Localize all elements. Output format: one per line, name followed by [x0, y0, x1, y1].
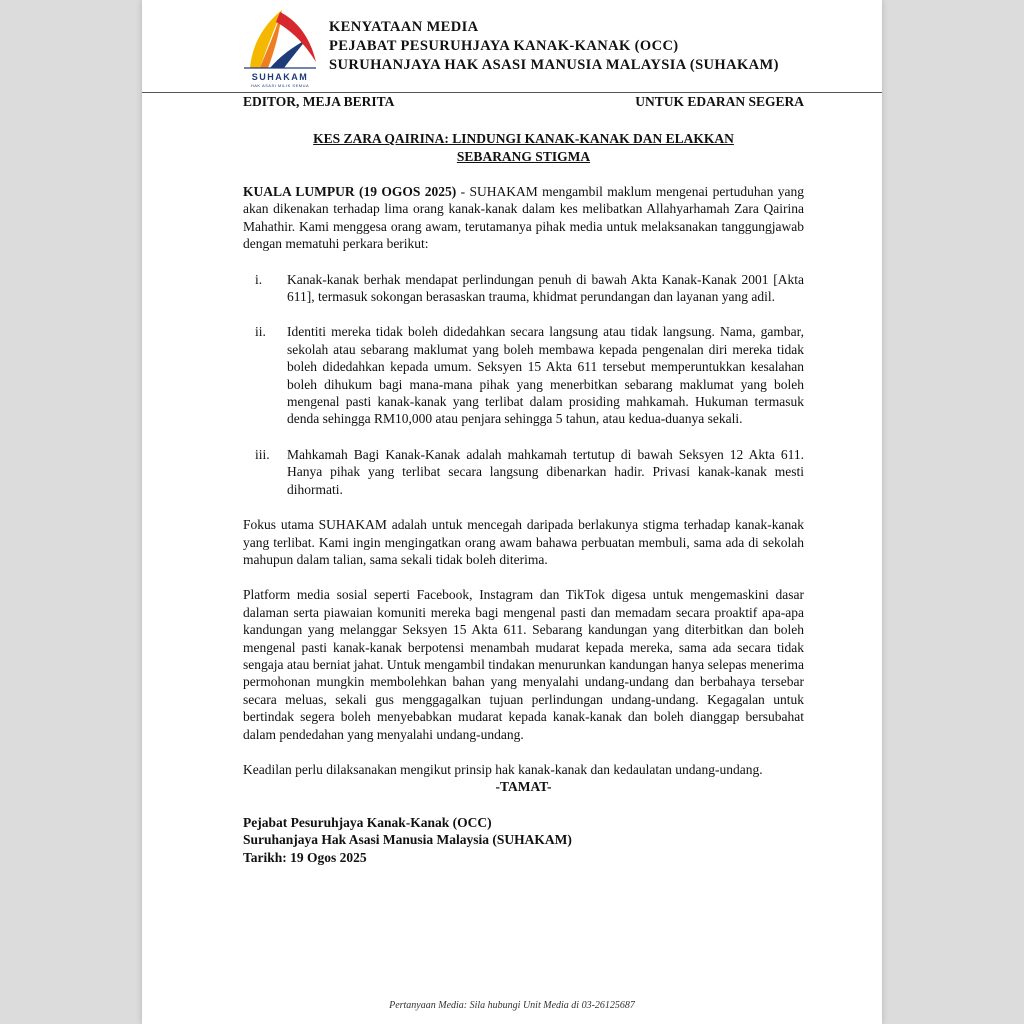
- media-contact-footer: Pertanyaan Media: Sila hubungi Unit Media di 03-26125687: [389, 1000, 635, 1011]
- body-paragraph: Platform media sosial seperti Facebook, Instagram dan TikTok digesa untuk mengemaskini dasar dalaman serta piawaian komuniti mereka bagi mengenal pasti dan memadam secara proaktif apa-apa kandungan yang melanggar Seksyen 15 Akta 611. Sebarang kandungan yang diterbitkan dan boleh mengenal pasti kanak-kanak berpotensi menambah mudarat kepada mereka, sama ada secara tidak sengaja atau berniat jahat. Untuk mengambil tindakan menurunkan kandungan hanya selepas menerima permohonan mungkin membolehkan bahan yang menyalahi undang-undang dan berbahaya tersebar secara meluas, sekali gus menggagalkan tujuan perlindungan undang-undang. Kegagalan untuk bertindak segera boleh menyebabkan mudarat kepada kanak-kanak dan boleh dianggap bersubahat dalam pendedahan yang menyalahi undang-undang.: [243, 587, 804, 742]
- press-headline: [243, 130, 804, 166]
- letterhead-line: KENYATAAN MEDIA: [329, 19, 479, 35]
- list-item-number: iii.: [255, 446, 270, 462]
- signoff-line: Pejabat Pesuruhjaya Kanak-Kanak (OCC): [243, 814, 492, 830]
- suhakam-emblem-icon: [236, 6, 324, 72]
- signoff-block: [243, 814, 804, 866]
- headline-line: KES ZARA QAIRINA: LINDUNGI KANAK-KANAK DAN ELAKKAN: [313, 131, 734, 146]
- points-list: [243, 271, 804, 498]
- letterhead-title: [329, 18, 779, 75]
- list-item: [243, 446, 804, 498]
- list-item-number: i.: [255, 271, 263, 287]
- header-divider: [142, 92, 882, 93]
- list-item: [243, 271, 804, 306]
- logo-wordmark: SUHAKAM: [251, 72, 309, 82]
- dateline: KUALA LUMPUR (19 OGOS 2025): [243, 184, 457, 199]
- end-marker: -TAMAT-: [495, 779, 552, 795]
- body-paragraph: Fokus utama SUHAKAM adalah untuk mencegah daripada berlakunya stigma terhadap kanak-kanak yang terlibat. Kami ingin mengingatkan orang awam bahawa perbuatan membuli, sama ada di sekolah mahupun dalam talian, sama sekali tidak boleh diterima.: [243, 517, 804, 567]
- letterhead-line: SURUHANJAYA HAK ASASI MANUSIA MALAYSIA (SUHAKAM): [329, 57, 779, 73]
- suhakam-logo: [236, 6, 324, 88]
- list-item-number: ii.: [255, 324, 266, 340]
- distribution-release: UNTUK EDARAN SEGERA: [635, 94, 804, 109]
- headline-line: SEBARANG STIGMA: [456, 149, 591, 164]
- body-paragraph: Keadilan perlu dilaksanakan mengikut prinsip hak kanak-kanak dan kedaulatan undang-undang.: [243, 761, 763, 777]
- list-item-text: Identiti mereka tidak boleh didedahkan secara langsung atau tidak langsung. Nama, gambar, sekolah atau sebarang maklumat yang boleh membawa kepada pengenalan diri mereka tidak boleh didedahkan kepada umum. Seksyen 15 Akta 611 tersebut memperuntukkan kesalahan boleh dihukum bagi mana-mana pihak yang menerbitkan sebarang maklumat yang boleh mengenal pasti kanak-kanak yang terlibat dalam prosiding mahkamah. Hukuman termasuk denda sehingga RM10,000 atau penjara sehingga 5 tahun, atau kedua-duanya sekali.: [287, 324, 804, 427]
- list-item-text: Kanak-kanak berhak mendapat perlindungan penuh di bawah Akta Kanak-Kanak 2001 [Akta 611], termasuk sokongan berasaskan trauma, khidmat perundangan dan layanan yang adil.: [287, 271, 804, 305]
- signoff-date: Tarikh: 19 Ogos 2025: [243, 849, 367, 865]
- document-page: [142, 0, 882, 1024]
- list-item-text: Mahkamah Bagi Kanak-Kanak adalah mahkamah tertutup di bawah Seksyen 12 Akta 611. Hanya pihak yang terlibat secara langsung dibenarkan hadir. Privasi kanak-kanak mesti dihormati.: [287, 446, 804, 497]
- signoff-line: Suruhanjaya Hak Asasi Manusia Malaysia (SUHAKAM): [243, 832, 572, 848]
- distribution-recipient: EDITOR, MEJA BERITA: [243, 94, 395, 109]
- list-item: [243, 323, 804, 427]
- letterhead-line: PEJABAT PESURUHJAYA KANAK-KANAK (OCC): [329, 38, 679, 54]
- intro-paragraph: [243, 183, 804, 253]
- document-body: [243, 183, 804, 866]
- logo-tagline: HAK ASASI MILIK SEMUA: [250, 83, 310, 88]
- distribution-row: [243, 94, 804, 110]
- intro-text: - SUHAKAM mengambil maklum mengenai pertuduhan yang akan dikenakan terhadap lima orang kanak-kanak dalam kes melibatkan Allahyarhamah Zara Qairina Mahathir. Kami menggesa orang awam, terutamanya pihak media untuk melaksanakan tanggungjawab dengan mematuhi perkara berikut:: [243, 184, 805, 252]
